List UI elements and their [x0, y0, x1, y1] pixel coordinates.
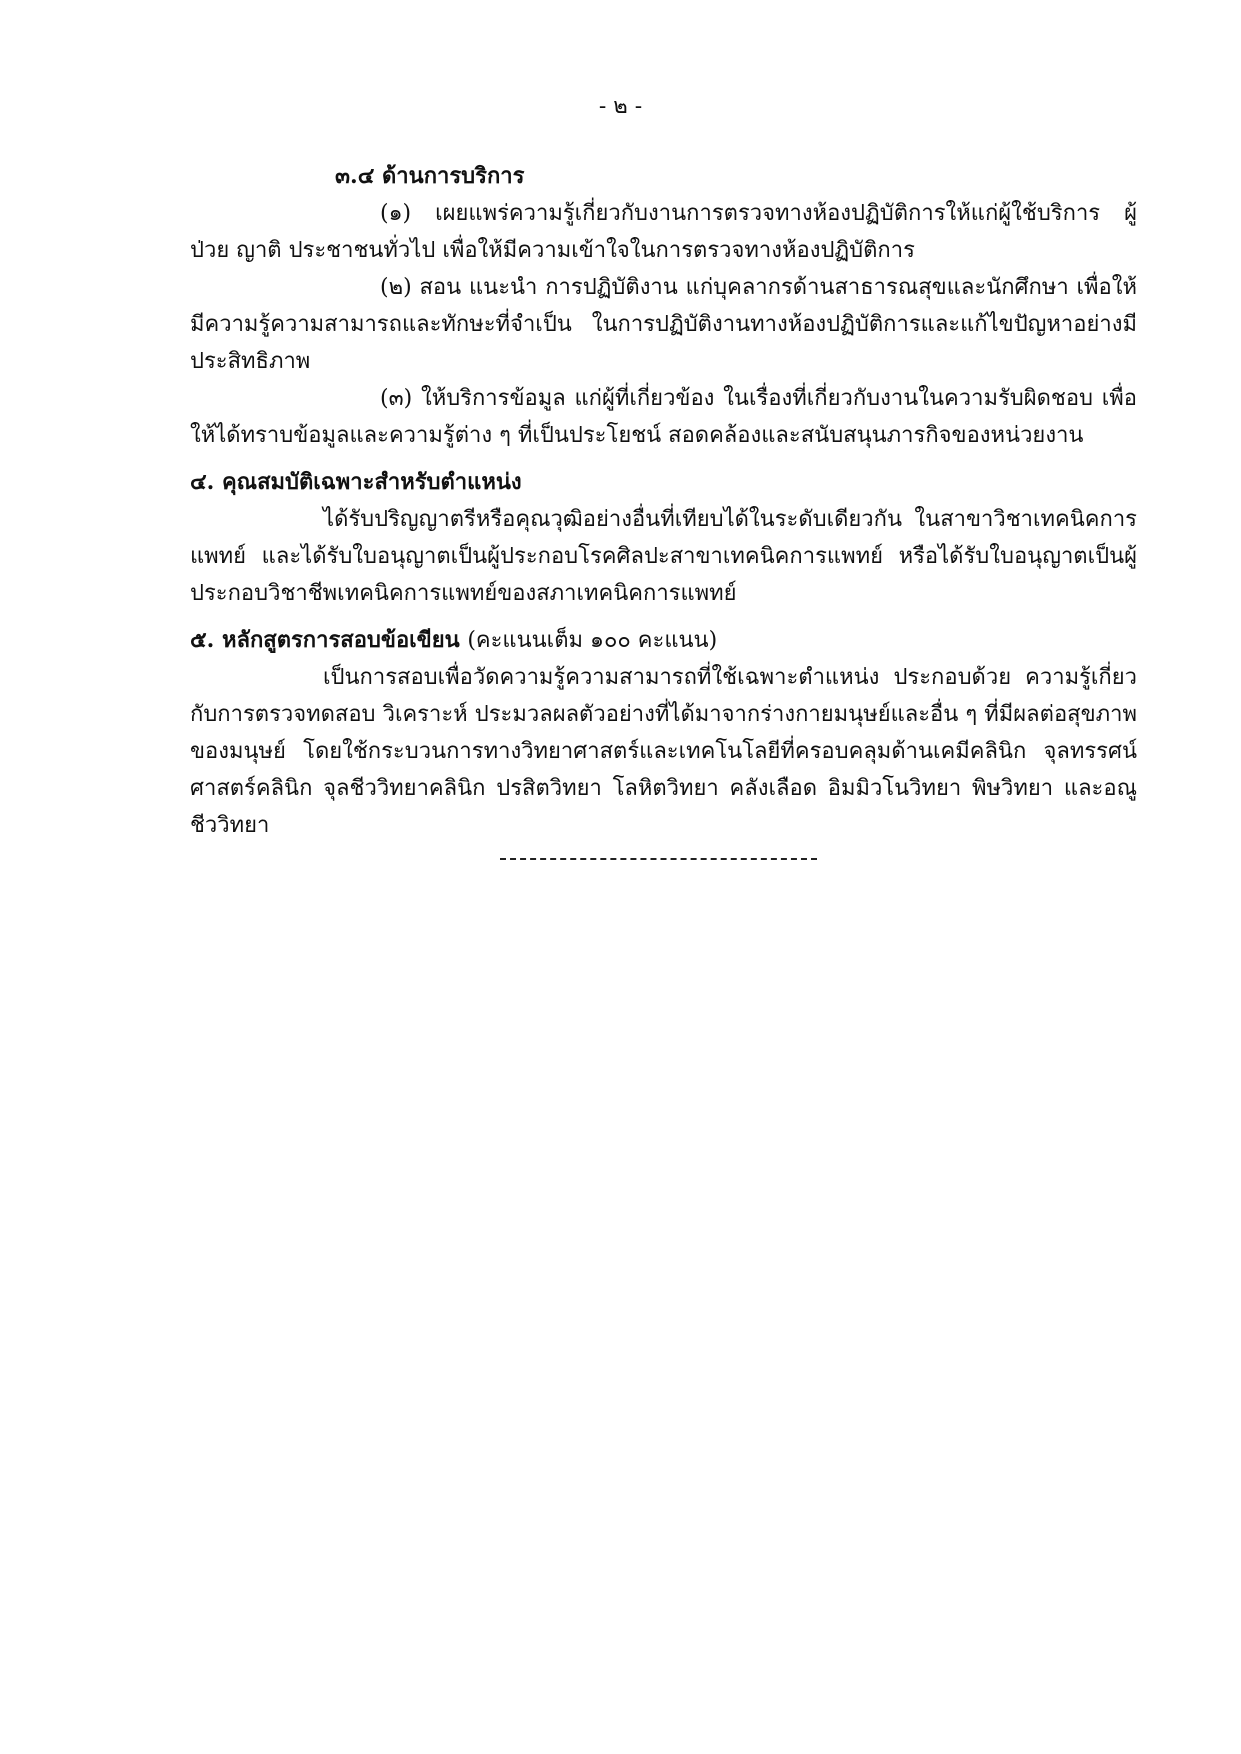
service-item-2: (๒) สอน แนะนำ การปฏิบัติงาน แก่บุคลากรด้านสาธารณสุขและนักศึกษา เพื่อให้มีความรู้ความสามารถและทักษะที่จำเป็น ในการปฏิบัติงานทางห้องปฏิบัติการและแก้ไขปัญหาอย่างมีประสิทธิภาพ	[190, 275, 1137, 374]
page-number: - ๒ -	[598, 94, 643, 119]
section-3-4-services	[190, 158, 1137, 454]
section-4-body: ได้รับปริญญาตรีหรือคุณวุฒิอย่างอื่นที่เทียบได้ในระดับเดียวกัน ในสาขาวิชาเทคนิคการแพทย์ และได้รับใบอนุญาตเป็นผู้ประกอบโรคศิลปะสาขาเทคนิคการแพทย์ หรือได้รับใบอนุญาตเป็นผู้ประกอบวิชาชีพเทคนิคการแพทย์ของสภาเทคนิคการแพทย์	[190, 507, 1137, 606]
service-item-1: (๑) เผยแพร่ความรู้เกี่ยวกับงานการตรวจทางห้องปฏิบัติการให้แก่ผู้ใช้บริการ ผู้ป่วย ญาติ ประชาชนทั่วไป เพื่อให้มีความเข้าใจในการตรวจทางห้องปฏิบัติการ	[190, 201, 1137, 263]
section-5-body: เป็นการสอบเพื่อวัดความรู้ความสามารถที่ใช้เฉพาะตำแหน่ง ประกอบด้วย ความรู้เกี่ยวกับการตรวจทดสอบ วิเคราะห์ ประมวลผลตัวอย่างที่ได้มาจากร่างกายมนุษย์และอื่น ๆ ที่มีผลต่อสุขภาพของมนุษย์ โดยใช้กระบวนการทางวิทยาศาสตร์และเทคโนโลยีที่ครอบคลุมด้านเคมีคลินิก จุลทรรศน์ศาสตร์คลินิก จุลชีววิทยาคลินิก ปรสิตวิทยา โลหิตวิทยา คลังเลือด อิมมิวโนวิทยา พิษวิทยา และอณูชีววิทยา	[190, 665, 1137, 838]
service-item-3: (๓) ให้บริการข้อมูล แก่ผู้ที่เกี่ยวข้อง ในเรื่องที่เกี่ยวกับงานในความรับผิดชอบ เพื่อให้ได้ทราบข้อมูลและความรู้ต่าง ๆ ที่เป็นประโยชน์ สอดคล้องและสนับสนุนภารกิจของหน่วยงาน	[190, 386, 1137, 448]
spacer	[190, 612, 1137, 622]
end-dashed-rule	[500, 858, 817, 860]
section-4-heading: ๔. คุณสมบัติเฉพาะสำหรับตำแหน่ง	[190, 469, 522, 495]
spacer	[190, 454, 1137, 464]
section-5-score-note: (คะแนนเต็ม ๑๐๐ คะแนน)	[467, 628, 718, 653]
section-5-heading: ๕. หลักสูตรการสอบข้อเขียน	[190, 627, 460, 653]
section-5-heading-line	[190, 622, 1137, 659]
section-4-qualifications	[190, 464, 1137, 612]
section-5-written-exam	[190, 622, 1137, 844]
document-body	[190, 158, 1137, 844]
section-3-4-heading: ๓.๔ ด้านการบริการ	[335, 163, 525, 189]
